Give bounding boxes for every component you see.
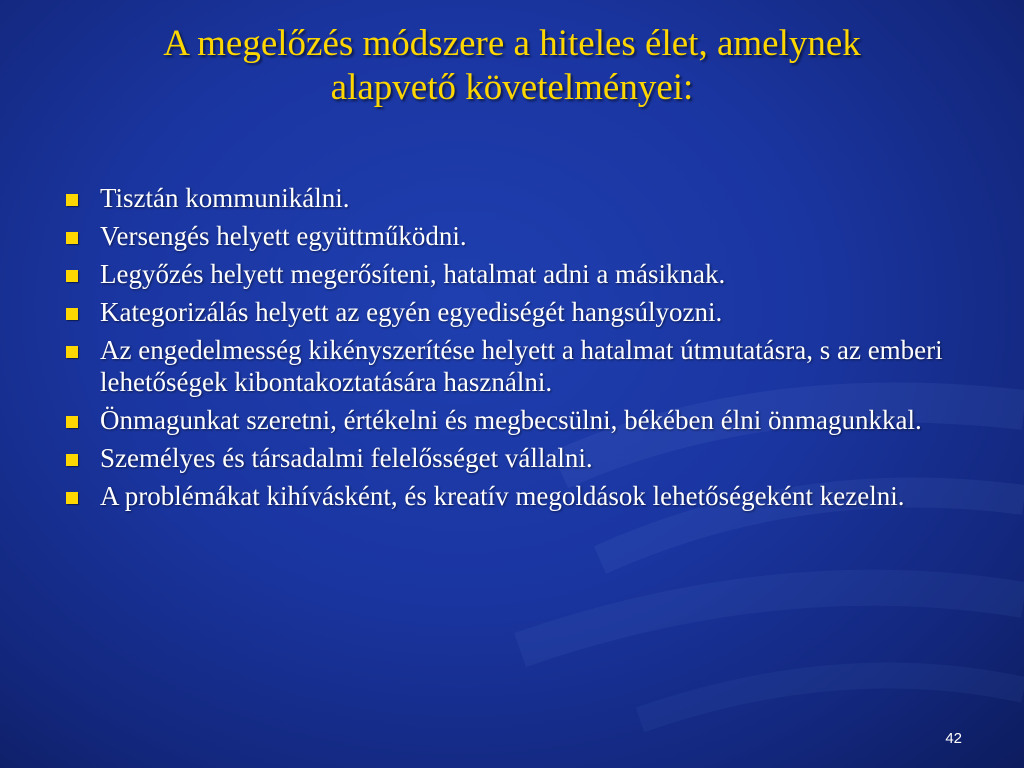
square-bullet-icon <box>66 416 78 428</box>
square-bullet-icon <box>66 308 78 320</box>
square-bullet-icon <box>66 270 78 282</box>
bullet-text: Tisztán kommunikálni. <box>100 183 350 213</box>
square-bullet-icon <box>66 194 78 206</box>
square-bullet-icon <box>66 232 78 244</box>
bullet-text: Versengés helyett együttműködni. <box>100 221 467 251</box>
bullet-item <box>60 480 980 512</box>
bullet-text: A problémákat kihívásként, és kreatív megoldások lehetőségeként kezelni. <box>100 481 905 511</box>
slide-title-line-2: alapvető követelményei: <box>330 67 694 108</box>
slide-title <box>40 22 984 110</box>
slide-title-line-1: A megelőzés módszere a hiteles élet, amelynek <box>163 23 861 64</box>
bullet-item <box>60 404 980 436</box>
bullet-text: Kategorizálás helyett az egyén egyediségét hangsúlyozni. <box>100 297 723 327</box>
square-bullet-icon <box>66 346 78 358</box>
page-number: 42 <box>945 730 962 747</box>
bullet-text: Önmagunkat szeretni, értékelni és megbecsülni, békében élni önmagunkkal. <box>100 405 922 435</box>
bullet-item <box>60 442 980 474</box>
bullet-item <box>60 334 980 398</box>
bullet-text: Személyes és társadalmi felelősséget vállalni. <box>100 443 593 473</box>
square-bullet-icon <box>66 454 78 466</box>
bullet-text: Az engedelmesség kikényszerítése helyett a hatalmat útmutatásra, s az emberi lehetőségek kibontakoztatására használni. <box>100 335 943 397</box>
bullet-text: Legyőzés helyett megerősíteni, hatalmat adni a másiknak. <box>100 259 726 289</box>
square-bullet-icon <box>66 492 78 504</box>
bullet-item <box>60 258 980 290</box>
bullet-item <box>60 296 980 328</box>
bullet-item <box>60 220 980 252</box>
bullet-item <box>60 182 980 214</box>
bullet-list <box>60 182 980 518</box>
